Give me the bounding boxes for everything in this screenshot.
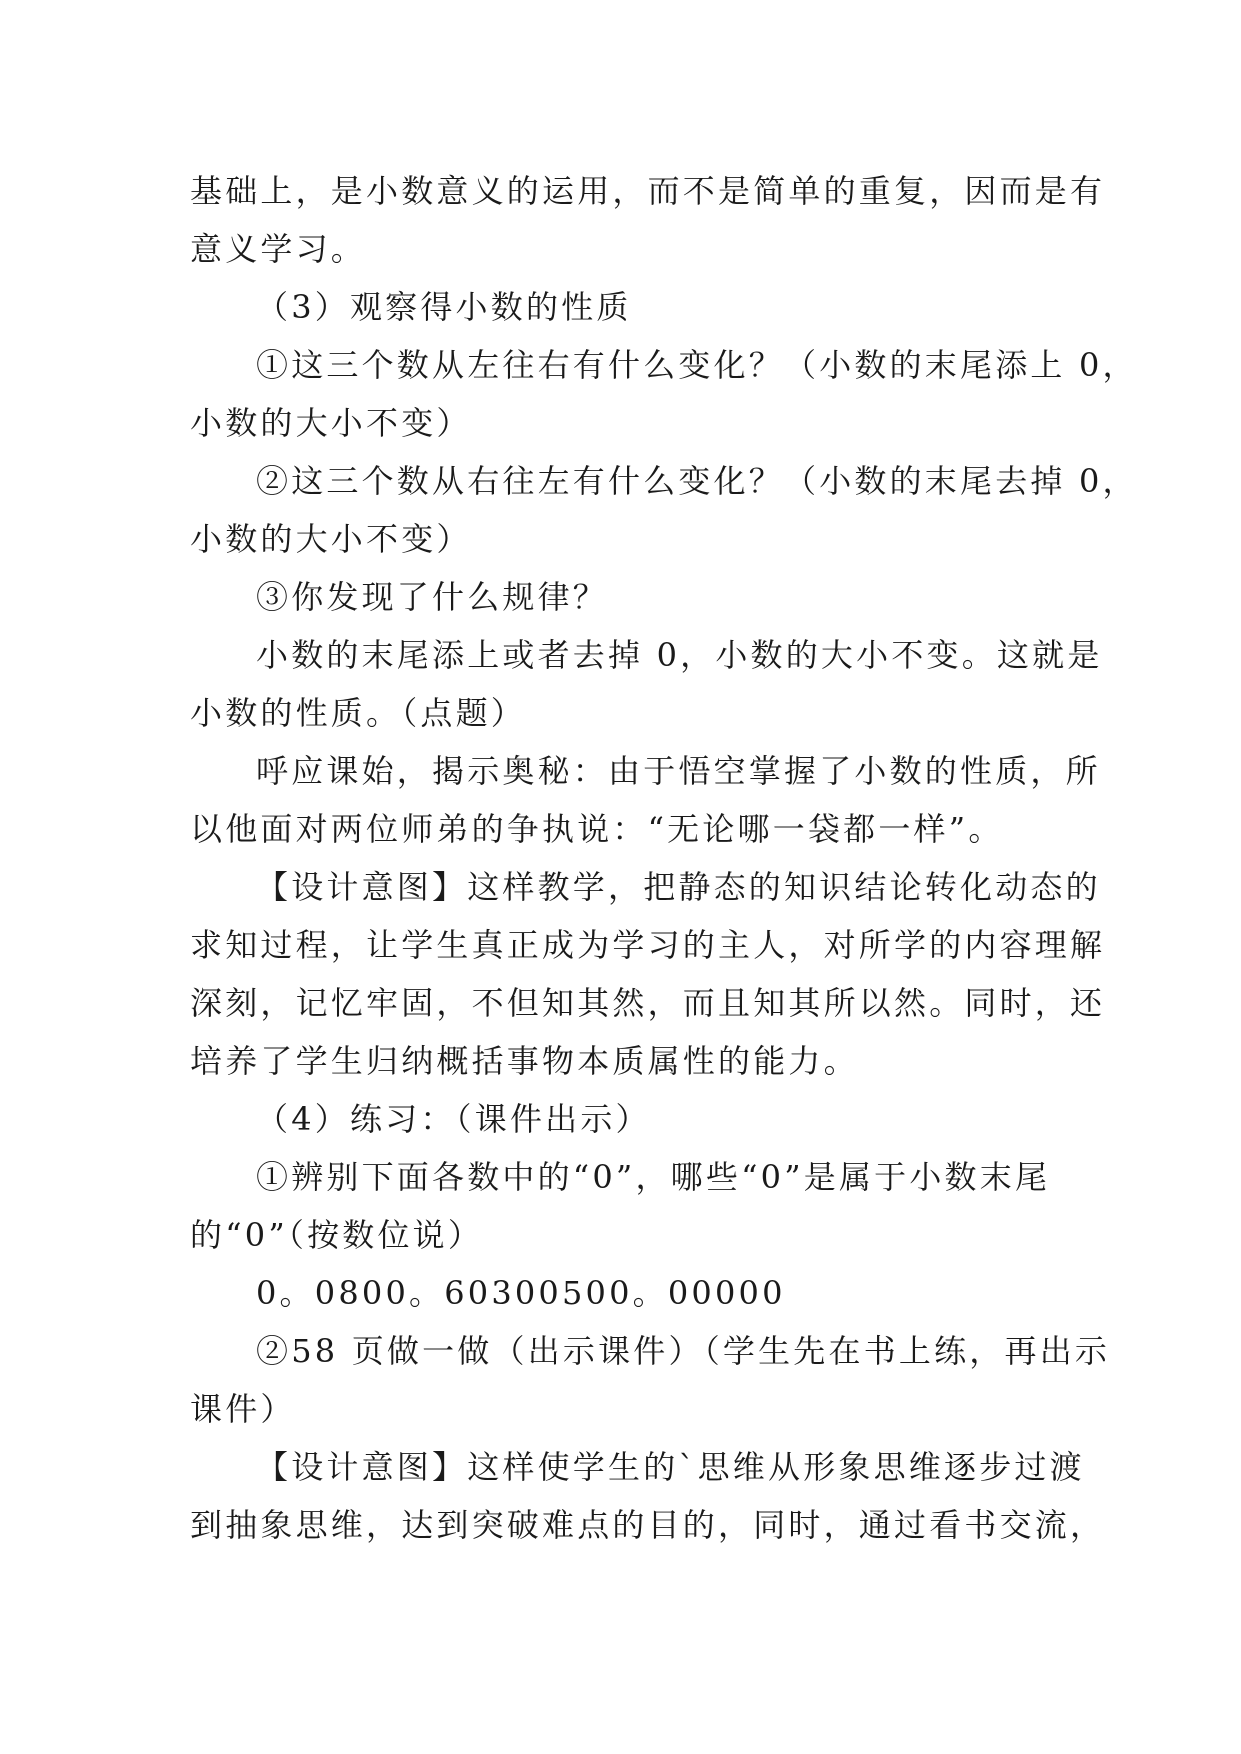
text-line-9: 小数的末尾添上或者去掉 0，小数的大小不变。这就是: [256, 636, 1103, 674]
text-line-18: ①辨别下面各数中的“0”，哪些“0”是属于小数末尾: [256, 1158, 1051, 1196]
design-intent-2-line-1: 【设计意图】这样使学生的`思维从形象思维逐步过渡: [256, 1448, 1085, 1486]
design-intent-1-line-3: 深刻，记忆牢固，不但知其然，而且知其所以然。同时，还: [190, 984, 1106, 1022]
document-body: [190, 162, 1138, 1554]
design-intent-2-line-2: 到抽象思维，达到突破难点的目的，同时，通过看书交流，: [190, 1506, 1106, 1544]
text-line-2: 意义学习。: [190, 230, 367, 268]
number-list: 0。0800。60300500。00000: [256, 1274, 786, 1312]
text-line-12: 以他面对两位师弟的争执说：“无论哪一袋都一样”。: [190, 810, 1004, 848]
text-line-8: ③你发现了什么规律？: [256, 578, 609, 616]
section-heading: （3）观察得小数的性质: [256, 288, 632, 326]
text-line-21: ②58 页做一做（出示课件）（学生先在书上练，再出示: [256, 1332, 1111, 1370]
text-line-19: 的“0”（按数位说）: [190, 1216, 484, 1254]
text-line-10: 小数的性质。（点题）: [190, 694, 527, 732]
text-line-4: ①这三个数从左往右有什么变化？（小数的末尾添上 0，: [256, 346, 1138, 384]
text-line-22: 课件）: [190, 1390, 296, 1428]
design-intent-1-line-1: 【设计意图】这样教学，把静态的知识结论转化动态的: [256, 868, 1101, 906]
design-intent-1-line-2: 求知过程，让学生真正成为学习的主人，对所学的内容理解: [190, 926, 1106, 964]
exercise-heading: （4）练习：（课件出示）: [256, 1100, 651, 1138]
text-line-5: 小数的大小不变）: [190, 404, 472, 442]
text-line-11: 呼应课始，揭示奥秘：由于悟空掌握了小数的性质，所: [256, 752, 1101, 790]
text-line-7: 小数的大小不变）: [190, 520, 472, 558]
design-intent-1-line-4: 培养了学生归纳概括事物本质属性的能力。: [190, 1042, 859, 1080]
text-line-6: ②这三个数从右往左有什么变化？（小数的末尾去掉 0，: [256, 462, 1138, 500]
text-line-1: 基础上，是小数意义的运用，而不是简单的重复，因而是有: [190, 172, 1106, 210]
